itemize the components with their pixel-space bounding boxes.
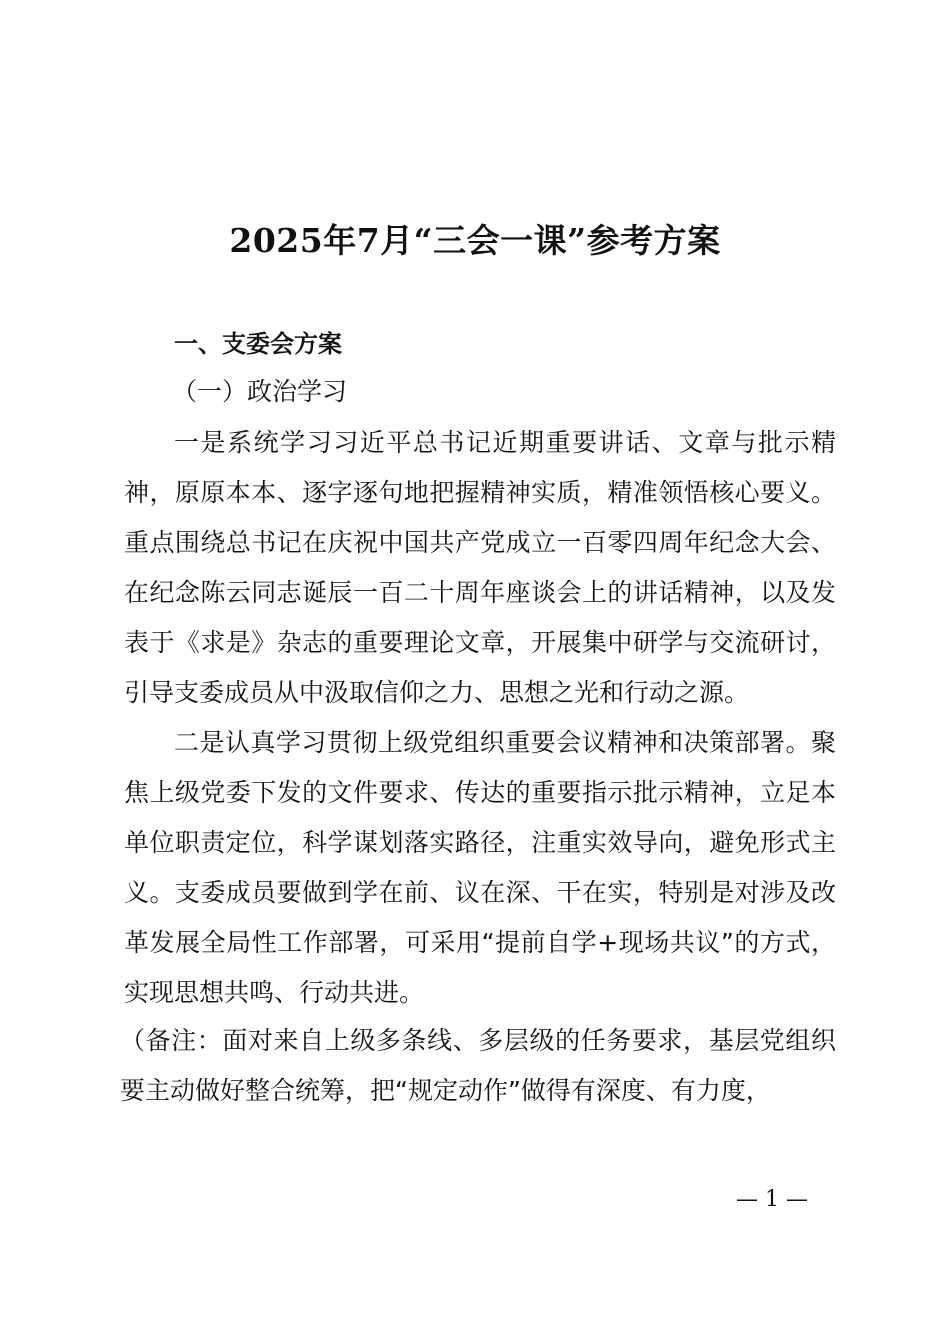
section-heading: 一、支委会方案 (174, 330, 342, 358)
page-number: — 1 — (736, 1187, 808, 1212)
note-paragraph: （备注：面对来自上级多条线、多层级的任务要求，基层党组织要主动做好整合统筹，把“规定动作”做得有深度、有力度， (120, 1026, 836, 1105)
document-title: 2025年7月“三会一课”参考方案 (229, 221, 721, 260)
subsection-heading: （一）政治学习 (172, 377, 348, 406)
paragraph-2: 二是认真学习贯彻上级党组织重要会议精神和决策部署。聚焦上级党委下发的文件要求、传达的重要指示批示精神，立足本单位职责定位，科学谋划落实路径，注重实效导向，避免形式主义。支委成员要做到学在前、议在深、干在实，特别是对涉及改革发展全局性工作部署，可采用“提前自学+现场共议”的方式，实现思想共鸣、行动共进。 (124, 728, 836, 1007)
paragraph-1: 一是系统学习习近平总书记近期重要讲话、文章与批示精神，原原本本、逐字逐句地把握精神实质，精准领悟核心要义。重点围绕总书记在庆祝中国共产党成立一百零四周年纪念大会、在纪念陈云同志诞辰一百二十周年座谈会上的讲话精神，以及发表于《求是》杂志的重要理论文章，开展集中研学与交流研讨，引导支委成员从中汲取信仰之力、思想之光和行动之源。 (124, 428, 836, 707)
